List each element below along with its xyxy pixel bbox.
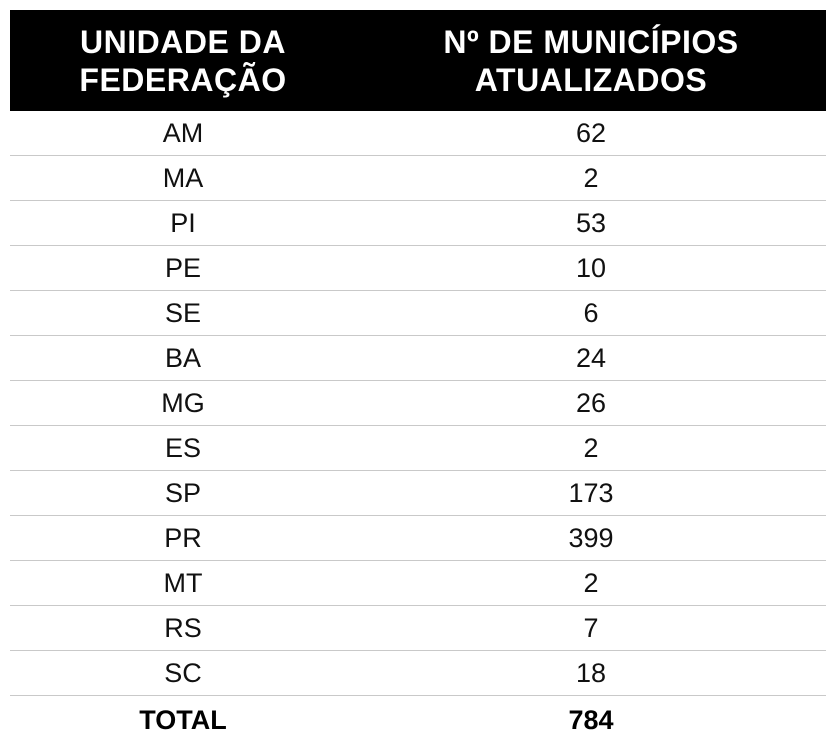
cell-uf: PE [164,253,202,283]
table-row [10,201,826,246]
cell-count: 399 [568,523,614,553]
cell-count: 6 [583,298,599,328]
table-row [10,111,826,156]
table-row [10,516,826,561]
table-row [10,426,826,471]
cell-uf: RS [164,613,202,643]
table-row [10,156,826,201]
cell-count: 18 [575,658,607,688]
table-header [10,10,826,111]
cell-count: 24 [575,343,607,373]
cell-uf: SC [164,658,202,688]
header-municipality-count-line2: ATUALIZADOS [474,61,708,98]
cell-uf: MT [163,568,203,598]
header-federal-unit-line1: UNIDADE DA [80,23,286,60]
cell-count: 2 [583,163,599,193]
header-municipality-count-line1: Nº DE MUNICÍPIOS [443,23,739,60]
cell-uf: SP [164,478,202,508]
cell-count: 26 [575,388,607,418]
cell-uf: BA [164,343,202,373]
header-federal-unit-line2: FEDERAÇÃO [79,61,287,98]
table-row [10,381,826,426]
municipalities-table [10,10,826,744]
cell-count: 173 [568,478,614,508]
header-municipality-count [356,23,826,99]
table-row [10,471,826,516]
cell-count: 2 [583,433,599,463]
cell-count: 53 [575,208,607,238]
total-label: TOTAL [139,705,227,735]
cell-count: 7 [583,613,599,643]
table-row [10,606,826,651]
table-row [10,651,826,696]
total-row [10,696,826,744]
cell-count: 2 [583,568,599,598]
cell-count: 62 [575,118,607,148]
table-row [10,246,826,291]
table-row [10,336,826,381]
total-count: 784 [568,705,614,735]
table-row [10,291,826,336]
cell-uf: MG [161,388,205,418]
cell-count: 10 [575,253,607,283]
cell-uf: MA [162,163,204,193]
cell-uf: SE [164,298,202,328]
cell-uf: ES [164,433,202,463]
cell-uf: PR [164,523,202,553]
cell-uf: AM [162,118,204,148]
table-body [10,111,826,744]
cell-uf: PI [170,208,196,238]
header-federal-unit [10,23,356,99]
table-row [10,561,826,606]
